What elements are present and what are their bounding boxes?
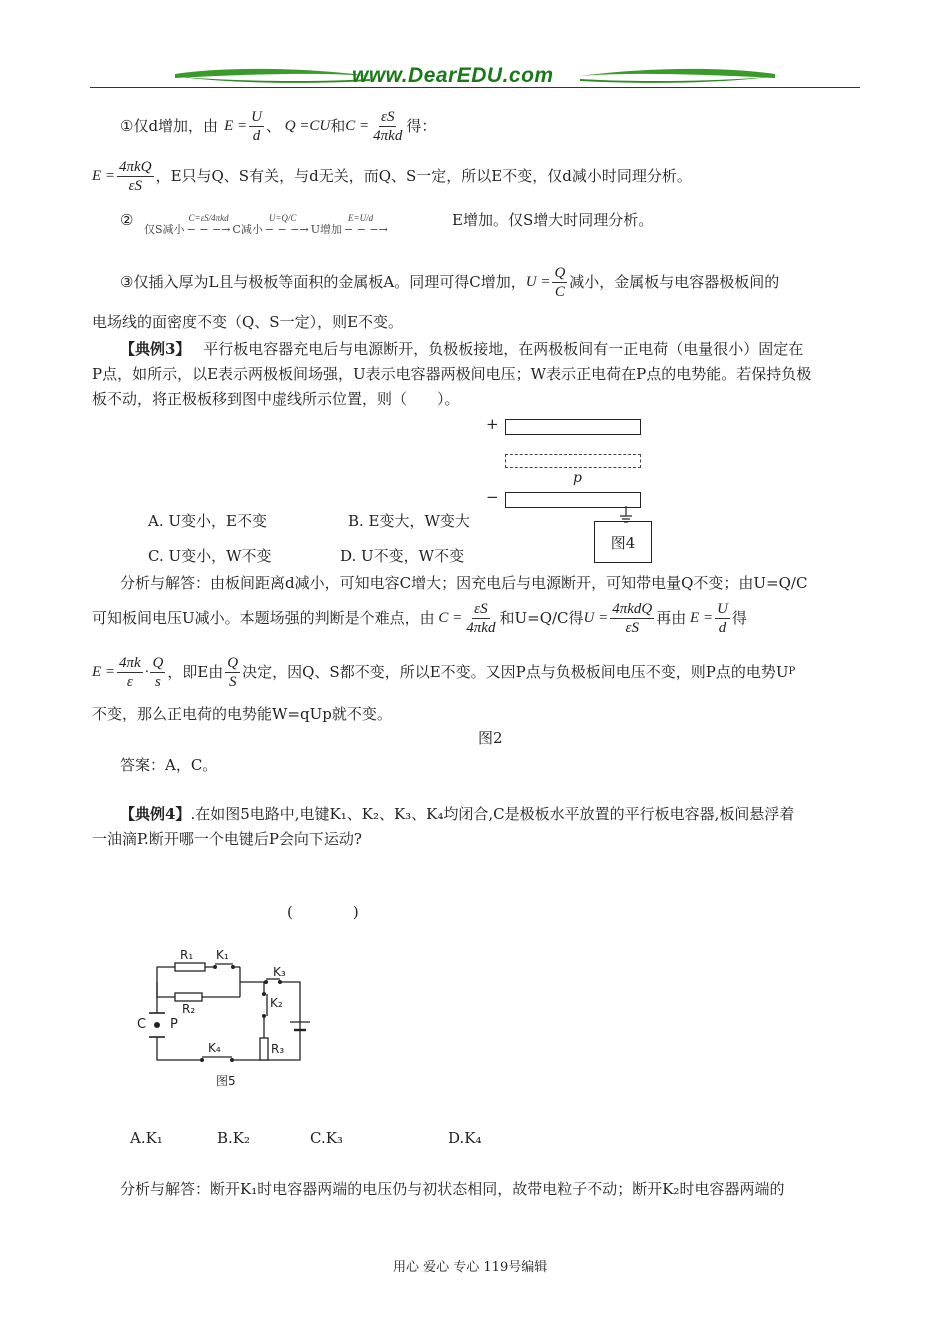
fig4-point-p: p	[573, 470, 582, 486]
fig4-plus-sign: +	[486, 415, 499, 433]
fig4-label-box	[594, 521, 652, 563]
analysis-3-line-2a: 可知板间电压U减小。本题场强的判断是个难点，由	[92, 609, 435, 627]
para-1-num: ①	[120, 117, 134, 135]
chain-arrow-1: − − −→ C=εS/4πkd	[186, 213, 231, 236]
example-4-line-1	[120, 804, 794, 824]
option-d[interactable]: D. U不变，W不变	[340, 547, 465, 565]
example-4-line-2: 一油滴P.断开哪一个电键后P会向下运动?	[92, 830, 362, 848]
resistor-r3	[260, 1038, 268, 1060]
chain-arrow-3: − − −→ E=U/d	[344, 213, 388, 236]
analysis-3-line-2c: 再由	[656, 609, 687, 627]
analysis-3-line-3a: ，即E由	[167, 663, 224, 681]
header-rule	[90, 87, 860, 88]
option-k2[interactable]: B.K₂	[217, 1129, 251, 1147]
option-k3[interactable]: C.K₃	[310, 1129, 343, 1147]
label-k2: K₂	[270, 996, 283, 1010]
capacitor-c	[149, 1013, 165, 1037]
chain-step-1: 仅S减小	[144, 223, 185, 236]
para-3-tail: E增加。仅S增大时同理分析。	[452, 211, 654, 229]
example-3-tag: 【典例3】	[120, 340, 191, 358]
formula-u-qc: U = $\frac{Q}{C}$	[525, 264, 566, 300]
example-4-blank: ( )	[287, 903, 359, 921]
resistor-r2	[175, 993, 202, 1001]
label-k4: K₄	[208, 1041, 221, 1055]
analysis-3-line-2b: 和U=Q/C得	[499, 609, 584, 627]
label-r2: R₂	[182, 1002, 196, 1016]
formula-e-ud: E = $\frac{U}{d}$	[224, 108, 262, 144]
label-p: P	[170, 1017, 178, 1032]
para-1-and: 和	[330, 117, 346, 135]
analysis-3-line-2	[92, 596, 747, 640]
example-3-text-1: 平行板电容器充电后与电源断开，负极板接地，在两极板间有一正电荷（电量很小）固定在	[203, 340, 804, 358]
formula-q-s: $\frac{Q}{S}$	[227, 654, 239, 690]
analysis-3-line-1: 分析与解答：由板间距离d减小，可知电容C增大；因充电后与电源断开，可知带电量Q不变；由U=Q/C	[120, 574, 808, 592]
para-4	[120, 262, 779, 302]
para-4-num: ③	[120, 273, 134, 291]
fig4-label: 图4	[610, 533, 636, 552]
figure-4	[480, 412, 660, 572]
para-3-chain	[144, 213, 390, 240]
para-4-text-b: 减小，金属板与电容器极板间的	[569, 273, 780, 291]
example-3-line-1	[120, 339, 803, 359]
analysis-3-line-4: 不变，那么正电荷的电势能W=qUp就不变。	[92, 705, 392, 723]
formula-c-2: C = $\frac{\varepsilon S}{\text{4πkd}}$	[434, 600, 496, 636]
chain-arrow-2: − − −→ U=Q/C	[264, 213, 309, 236]
example-3-line-3: 板不动，将正极板移到图中虚线所示位置，则（ ）。	[92, 390, 460, 408]
analysis-3-line-3	[92, 650, 795, 694]
site-logo-text: www.DearEDU.com	[352, 64, 554, 87]
formula-u-2: U = $\frac{\text{4πkdQ}}{\varepsilon S}$	[583, 600, 653, 636]
resistor-r1	[175, 963, 205, 971]
fig4-dashed-plate	[505, 454, 641, 468]
switch-k4[interactable]	[200, 1057, 234, 1062]
para-3-num: ②	[120, 211, 134, 229]
example-4-text-1: .在如图5电路中,电键K₁、K₂、K₃、K₄均闭合,C是极板水平放置的平行板电容器,板间悬浮着	[190, 805, 795, 823]
option-c[interactable]: C. U变小，W不变	[148, 547, 272, 565]
label-k3: K₃	[273, 965, 286, 979]
para-4-text-a: 仅插入厚为L且与极板等面积的金属板A。同理可得C增加，	[133, 273, 526, 291]
fig5-caption: 图5	[216, 1074, 236, 1088]
formula-e-product: E = $\frac{4\pi k}{\varepsilon}$ · $\frac{Q}{s}$	[92, 654, 164, 690]
label-r1: R₁	[180, 948, 194, 962]
formula-q-cu: Q =CU	[280, 118, 331, 134]
para-2-tail: ，E只与Q、S有关，与d无关，而Q、S一定，所以E不变，仅d减小时同理分析。	[155, 167, 692, 185]
switch-k3[interactable]	[264, 979, 282, 984]
option-b[interactable]: B. E变大，W变大	[348, 512, 470, 530]
para-2	[92, 156, 692, 196]
para-4-line-2: 电场线的面密度不变（Q、S一定），则E不变。	[92, 313, 404, 331]
chain-step-3: U增加	[310, 223, 342, 236]
option-a[interactable]: A. U变小，E不变	[148, 512, 267, 530]
chain-step-2: C减小	[232, 223, 263, 236]
answer: 答案：A，C。	[120, 756, 218, 774]
switch-k1[interactable]	[205, 964, 240, 969]
page-footer: 用心 爱心 专心 119号编辑	[393, 1260, 548, 1275]
formula-c: C = $\frac{\varepsilon S}{\text{4πkd}}$	[345, 108, 403, 144]
label-r3: R₃	[271, 1042, 285, 1056]
analysis-3-line-2d: 得	[731, 609, 747, 627]
label-k1: K₁	[216, 948, 229, 962]
label-c: C	[137, 1017, 147, 1032]
fig4-positive-plate	[505, 419, 641, 435]
fig4-minus-sign: −	[486, 488, 499, 506]
fig2-caption: 图2	[478, 729, 503, 747]
analysis-4-line-1: 分析与解答：断开K₁时电容器两端的电压仍与初状态相同，故带电粒子不动；断开K₂时电容器两端的	[120, 1180, 785, 1198]
analysis-3-line-3b: 决定，因Q、S都不变，所以E不变。又因P点与负极板间电压不变，则P点的电势U	[242, 663, 789, 681]
para-1	[120, 106, 436, 146]
option-k4[interactable]: D.K₄	[448, 1129, 482, 1147]
para-1-lead: 仅d增加，由	[133, 117, 219, 135]
formula-e-kq: E = $\frac{\text{4πkQ}}{\varepsilon S}$	[92, 158, 152, 194]
para-1-sep: 、	[265, 117, 281, 135]
option-k1[interactable]: A.K₁	[130, 1129, 163, 1147]
switch-k2[interactable]	[262, 992, 267, 1018]
para-3	[120, 210, 720, 246]
example-4-tag: 【典例4】	[120, 805, 191, 823]
figure-5-circuit	[130, 940, 330, 1100]
analysis-3-sub-p: P	[788, 666, 796, 677]
para-1-end: 得：	[406, 117, 437, 135]
formula-e-ud-2: E = $\frac{U}{d}$	[686, 600, 728, 636]
example-3-line-2: P点，如所示，以E表示两极板间场强，U表示电容器两极间电压；W表示正电荷在P点的电势能。若保持负极	[92, 365, 812, 383]
